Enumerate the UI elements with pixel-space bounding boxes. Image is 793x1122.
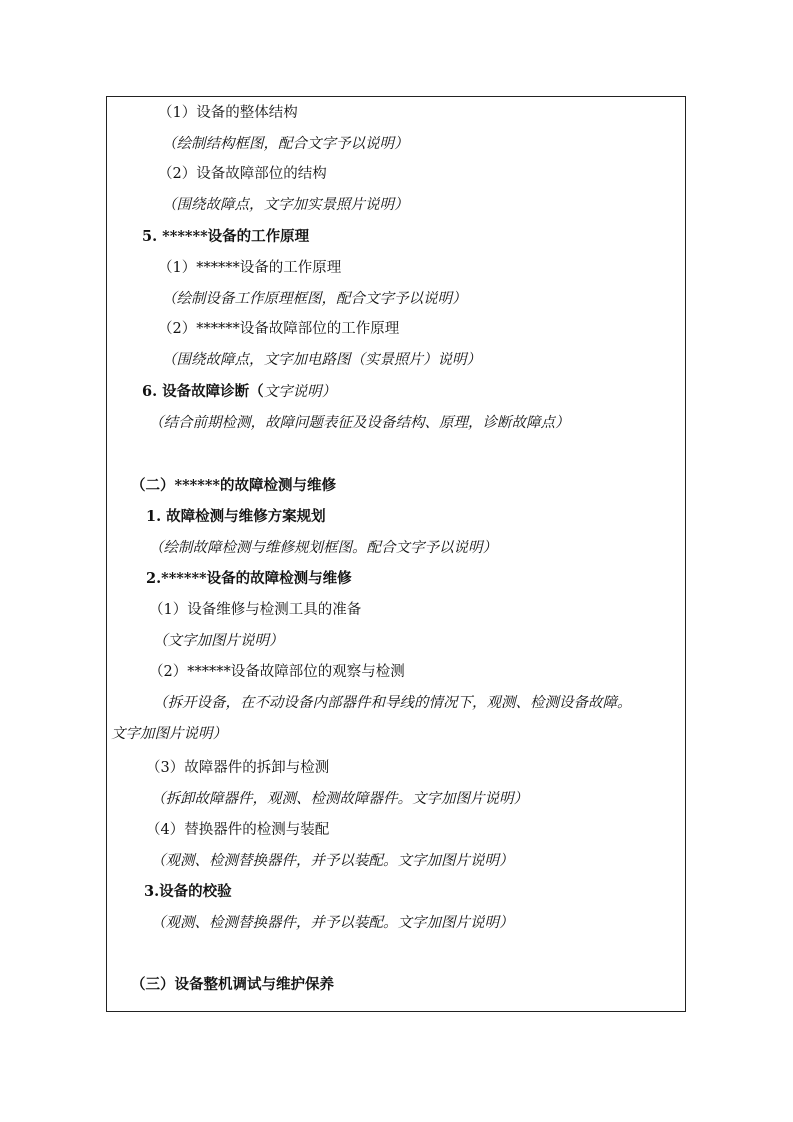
item-removal-title: （3）故障器件的拆卸与检测 (146, 760, 330, 776)
item-fault-principle-note: （围绕故障点，文字加电路图（实景照片）说明） (162, 352, 481, 368)
item-overall-structure-title: （1）设备的整体结构 (158, 105, 298, 121)
fault-diagnosis-note: （结合前期检测，故障问题表征及设备结构、原理，诊断故障点） (149, 415, 570, 431)
calibration-note: （观测、检测替换器件，并予以装配。文字加图片说明） (151, 915, 514, 931)
item-removal-note: （拆卸故障器件，观测、检测故障器件。文字加图片说明） (151, 791, 528, 807)
item-replacement-title: （4）替换器件的检测与装配 (146, 822, 330, 838)
heading-fault-diagnosis (142, 382, 336, 402)
item-tools-title: （1）设备维修与检测工具的准备 (149, 602, 362, 618)
heading-working-principle: 5. ******设备的工作原理 (142, 228, 310, 245)
item-working-principle-note: （绘制设备工作原理框图，配合文字予以说明） (162, 291, 467, 307)
item-observe-detect-title: （2）******设备故障部位的观察与检测 (149, 664, 405, 680)
heading-fault-repair-text: 设备的故障检测与维修 (206, 570, 352, 587)
section-two-heading-prefix: （二）****** (131, 477, 220, 494)
heading-fault-repair-prefix: 2.****** (146, 570, 207, 587)
repair-plan-note: （绘制故障检测与维修规划框图。配合文字予以说明） (149, 540, 497, 556)
section-two-heading-text: 的故障检测与维修 (220, 477, 336, 494)
item-fault-structure-note: （围绕故障点，文字加实景照片说明） (162, 197, 409, 213)
section-three-heading: （三）设备整机调试与维护保养 (131, 976, 334, 993)
item-fault-structure-title: （2）设备故障部位的结构 (158, 166, 327, 182)
item-tools-note: （文字加图片说明） (153, 633, 284, 649)
item-working-principle-title: （1）******设备的工作原理 (158, 260, 342, 276)
heading-fault-diagnosis-italic: 文字说明） (263, 384, 337, 400)
item-observe-detect-note-1: （拆开设备，在不动设备内部器件和导线的情况下，观测、检测设备故障。 (153, 695, 632, 711)
section-two-heading (131, 476, 336, 496)
item-observe-detect-note-2: 文字加图片说明） (111, 726, 227, 742)
heading-calibration: 3.设备的校验 (144, 883, 232, 900)
heading-repair-plan: 1. 故障检测与维修方案规划 (146, 508, 326, 525)
item-fault-principle-title: （2）******设备故障部位的工作原理 (158, 321, 400, 337)
heading-fault-repair (146, 569, 352, 589)
heading-fault-diagnosis-bold: 6. 设备故障诊断（ (142, 383, 264, 400)
item-replacement-note: （观测、检测替换器件，并予以装配。文字加图片说明） (151, 853, 514, 869)
item-overall-structure-note: （绘制结构框图，配合文字予以说明） (162, 136, 409, 152)
